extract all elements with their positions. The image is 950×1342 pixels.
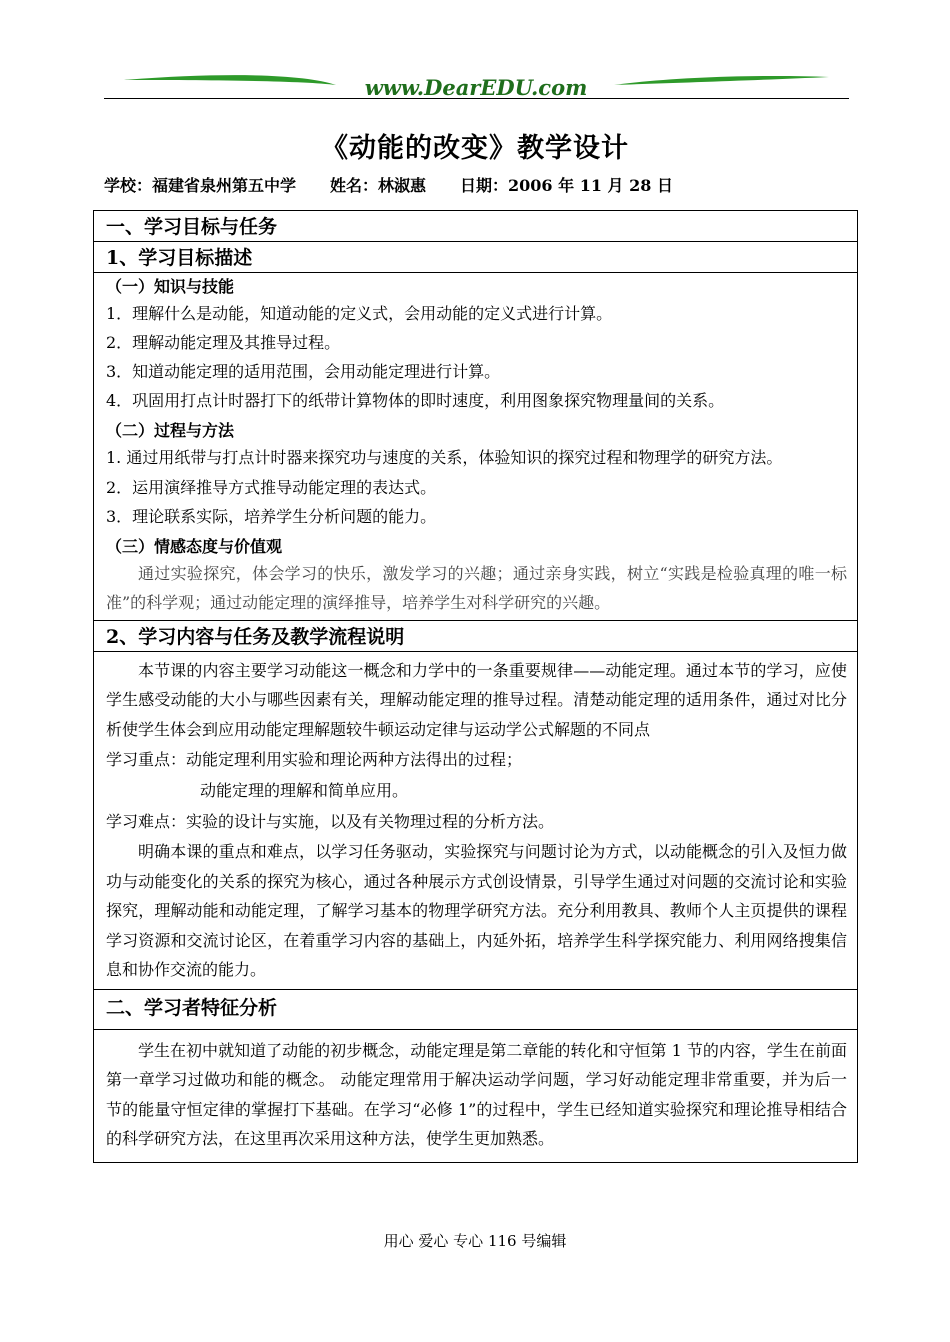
emotion-heading: （三）情感态度与价值观 — [106, 536, 283, 556]
difficulty-label: 学习难点： — [106, 812, 187, 831]
meta-date: 日期：2006 年 11 月 28 日 — [460, 176, 673, 195]
process-item: 3．理论联系实际，培养学生分析问题的能力。 — [106, 506, 437, 526]
learner-analysis-text: 学生在初中就知道了动能的初步概念，动能定理是第二章能的转化和守恒第 1 节的内容，学生在前面第一章学习过做功和能的概念。 动能定理常用于解决运动学问题，学习好动能定理非常重要，并为后一节的能量守恒定律的掌握打下基础。在学习“必修 1”的过程中，学生已经知道实验探究和理论推导相结合的科学研究方法，在这里再次采用这种方法，使学生更加熟悉。 — [106, 1040, 847, 1148]
strategy-text: 明确本课的重点和难点，以学习任务驱动，实验探究与问题讨论为方式，以动能概念的引入及恒力做功与动能变化的关系的探究为核心，通过各种展示方式创设情景，引导学生通过对问题的交流讨论和实验探究，理解动能和动能定理，了解学习基本的物理学研究方法。充分利用教具、教师个人主页提供的课程学习资源和交流讨论区，在着重学习内容的基础上，内延外拓，培养学生科学探究能力、利用网络搜集信息和协作交流的能力。 — [106, 842, 847, 979]
logo-text: www.DearEDU.com — [364, 75, 588, 100]
key-points-line — [106, 744, 847, 775]
meta-info — [104, 173, 864, 196]
learner-analysis-cell — [94, 1029, 858, 1162]
objectives-cell — [94, 273, 858, 621]
process-item: 2．运用演绎推导方式推导动能定理的表达式。 — [106, 477, 437, 497]
section2-heading: 二、学习者特征分析 — [94, 989, 858, 1029]
key-point-1: 动能定理利用实验和理论两种方法得出的过程； — [186, 750, 523, 769]
section1-sub2-heading: 2、学习内容与任务及教学流程说明 — [94, 620, 858, 651]
knowledge-item: 1．理解什么是动能，知道动能的定义式，会用动能的定义式进行计算。 — [106, 304, 613, 323]
content-intro: 本节课的内容主要学习动能这一概念和力学中的一条重要规律——动能定理。通过本节的学习，应使学生感受动能的大小与哪些因素有关，理解动能定理的推导过程。清楚动能定理的适用条件，通过对比分析使学生体会到应用动能定理解题较牛顿运动定律与运动学公式解题的不同点 — [106, 660, 847, 739]
section1-heading: 一、学习目标与任务 — [94, 211, 858, 242]
header-rule — [104, 98, 849, 99]
page-footer: 用心 爱心 专心 116 号编辑 — [383, 1232, 567, 1250]
knowledge-heading: （一）知识与技能 — [106, 277, 235, 296]
document-title: 《动能的改变》教学设计 — [321, 133, 629, 164]
difficulty-text: 实验的设计与实施，以及有关物理过程的分析方法。 — [186, 812, 555, 831]
difficulty-line — [106, 806, 847, 837]
content-cell — [94, 651, 858, 989]
process-heading: （二）过程与方法 — [106, 421, 235, 440]
meta-school: 学校：福建省泉州第五中学 — [104, 176, 297, 195]
key-point-2: 动能定理的理解和简单应用。 — [200, 781, 409, 800]
process-item: 1. 通过用纸带与打点计时器来探究功与速度的关系，体验知识的探究过程和物理学的研究方法。 — [106, 448, 783, 467]
emotion-text: 通过实验探究，体会学习的快乐，激发学习的兴趣；通过亲身实践，树立“实践是检验真理的唯一标准”的科学观；通过动能定理的演绎推导，培养学生对科学研究的兴趣。 — [106, 563, 847, 612]
section1-sub1-heading: 1、学习目标描述 — [94, 242, 858, 273]
knowledge-item: 2．理解动能定理及其推导过程。 — [106, 333, 341, 352]
knowledge-item: 3．知道动能定理的适用范围，会用动能定理进行计算。 — [106, 362, 501, 381]
meta-name: 姓名：林淑惠 — [330, 176, 427, 195]
key-points-label: 学习重点： — [106, 750, 187, 769]
design-table — [93, 210, 858, 1163]
knowledge-item: 4．巩固用打点计时器打下的纸带计算物体的即时速度，利用图象探究物理量间的关系。 — [106, 391, 725, 410]
key-points-line-2 — [106, 775, 847, 806]
